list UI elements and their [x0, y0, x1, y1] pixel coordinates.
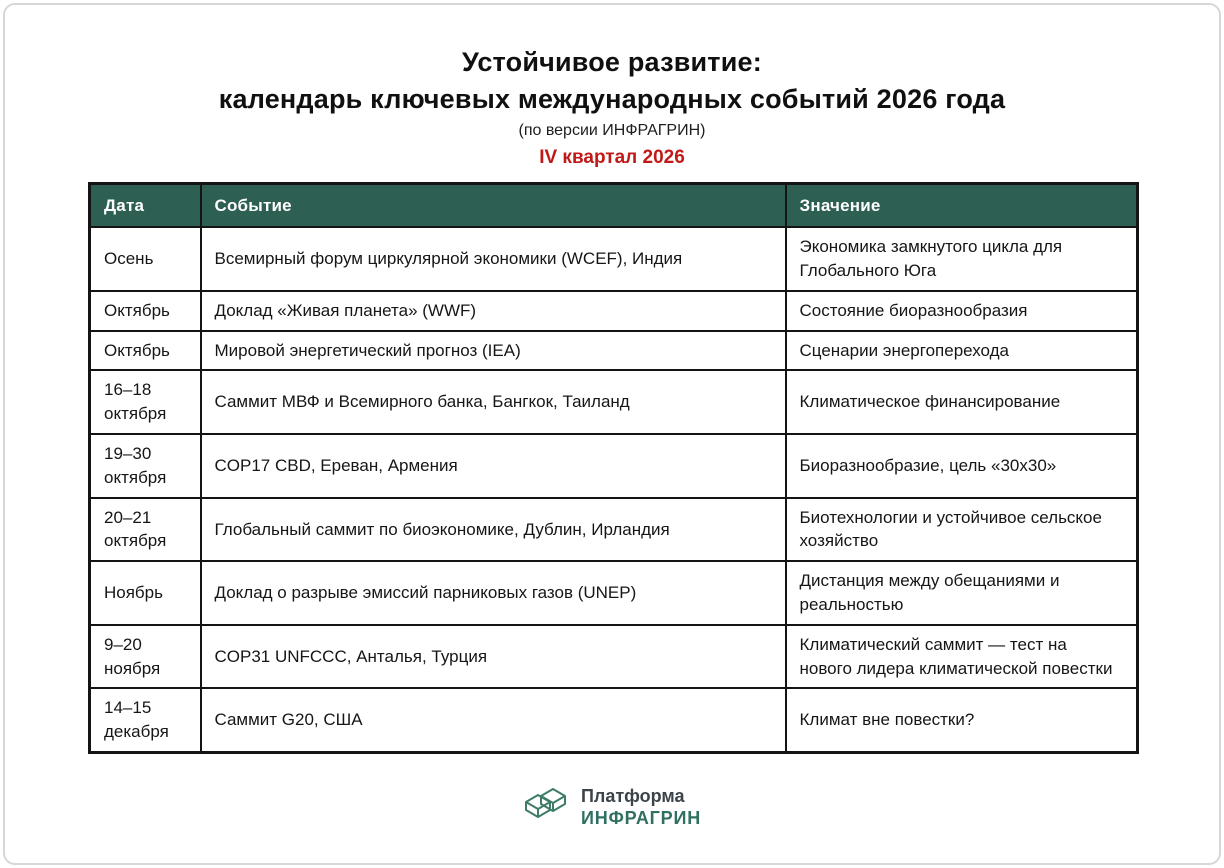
cell-date: 19–30 октября [90, 434, 201, 498]
table-row [90, 688, 1138, 752]
table-row [90, 291, 1138, 331]
cell-event: Глобальный саммит по биоэкономике, Дублин, Ирландия [201, 498, 786, 562]
col-header-event: Событие [201, 183, 786, 227]
table-row [90, 227, 1138, 291]
cell-event: COP31 UNFCCC, Анталья, Турция [201, 625, 786, 689]
logo-text [581, 786, 701, 828]
cell-value: Климат вне повестки? [786, 688, 1138, 752]
table-row [90, 561, 1138, 625]
cell-event: COP17 CBD, Ереван, Армения [201, 434, 786, 498]
table-row [90, 625, 1138, 689]
cell-date: Октябрь [90, 291, 201, 331]
logo-line-infragreen: ИНФРАГРИН [580, 807, 702, 828]
title-line2: календарь ключевых международных событий 2026 года [218, 84, 1006, 115]
events-table-container [88, 182, 1136, 755]
table-row [90, 331, 1138, 371]
infragreen-logo-icon [523, 784, 569, 831]
page-title [0, 44, 1224, 119]
cell-value: Климатическое финансирование [786, 370, 1138, 434]
cell-date: Осень [90, 227, 201, 291]
cell-value: Биоразнообразие, цель «30х30» [786, 434, 1138, 498]
subtitle: (по версии ИНФРАГРИН) [518, 121, 706, 139]
table-row [90, 370, 1138, 434]
events-table [88, 182, 1139, 755]
header [0, 44, 1224, 169]
cell-value: Дистанция между обещаниями и реальностью [786, 561, 1138, 625]
cell-event: Всемирный форум циркулярной экономики (WCEF), Индия [201, 227, 786, 291]
cell-value: Биотехнологии и устойчивое сельское хозяйство [786, 498, 1138, 562]
title-line1: Устойчивое развитие: [462, 47, 762, 77]
cell-date: Ноябрь [90, 561, 201, 625]
quarter-label: IV квартал 2026 [539, 146, 685, 168]
cell-event: Саммит МВФ и Всемирного банка, Бангкок, Таиланд [201, 370, 786, 434]
table-row [90, 498, 1138, 562]
table-row [90, 434, 1138, 498]
cell-value: Состояние биоразнообразия [786, 291, 1138, 331]
cell-event: Саммит G20, США [201, 688, 786, 752]
cell-event: Мировой энергетический прогноз (IEA) [201, 331, 786, 371]
cell-date: 9–20 ноября [90, 625, 201, 689]
cell-date: 20–21 октября [90, 498, 201, 562]
col-header-date: Дата [90, 183, 201, 227]
table-header-row [90, 183, 1138, 227]
cell-value: Климатический саммит — тест на нового лидера климатической повестки [786, 625, 1138, 689]
infragreen-logo [0, 784, 1224, 831]
col-header-value: Значение [786, 183, 1138, 227]
cell-date: 16–18 октября [90, 370, 201, 434]
cell-event: Доклад о разрыве эмиссий парниковых газов (UNEP) [201, 561, 786, 625]
cell-date: Октябрь [90, 331, 201, 371]
logo-line-platform: Платформа [580, 786, 685, 807]
cell-value: Экономика замкнутого цикла для Глобального Юга [786, 227, 1138, 291]
cell-event: Доклад «Живая планета» (WWF) [201, 291, 786, 331]
cell-date: 14–15 декабря [90, 688, 201, 752]
cell-value: Сценарии энергоперехода [786, 331, 1138, 371]
